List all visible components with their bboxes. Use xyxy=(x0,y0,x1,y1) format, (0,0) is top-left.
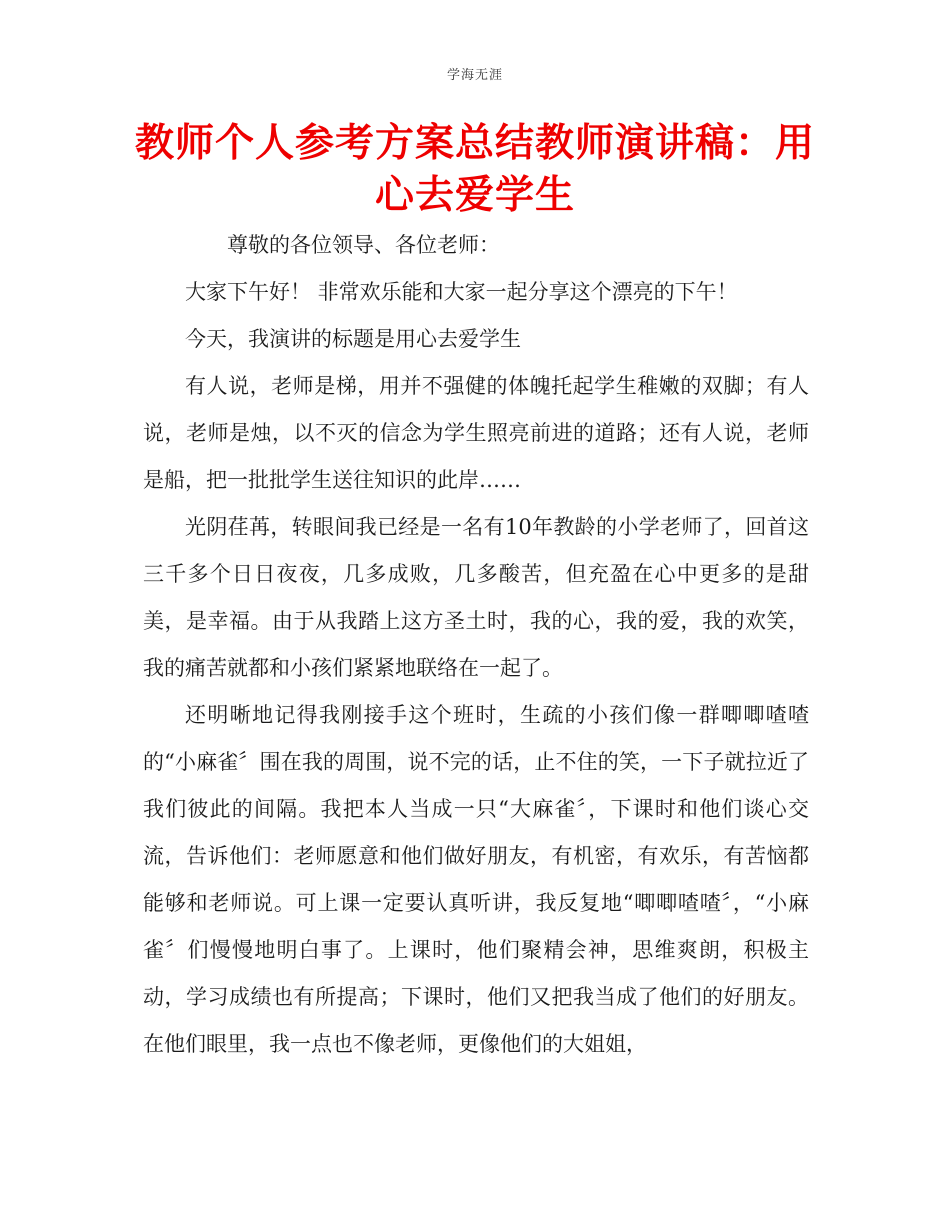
document-title: 教师个人参考方案总结教师演讲稿：用心去爱学生 xyxy=(134,121,815,218)
document-body xyxy=(143,222,809,1068)
paragraph-experience: 光阴荏苒，转眼间我已经是一名有10年教龄的小学老师了，回首这三千多个日日夜夜，几多成败，几多酸苦，但充盈在心中更多的是甜美，是幸福。由于从我踏上这方圣土时，我的心，我的爱，我的欢笑，我的痛苦就都和小孩们紧紧地联络在一起了。 xyxy=(143,515,809,680)
paragraph-topic: 今天，我演讲的标题是用心去爱学生 xyxy=(185,327,521,351)
salutation: 尊敬的各位领导、各位老师： xyxy=(227,233,500,257)
paragraph-metaphor: 有人说，老师是梯，用并不强健的体魄托起学生稚嫩的双脚；有人说，老师是烛，以不灭的信念为学生照亮前进的道路；还有人说，老师是船，把一批批学生送往知识的此岸…… xyxy=(143,374,809,492)
paragraph-memory: 还明晰地记得我刚接手这个班时，生疏的小孩们像一群唧唧喳喳的“小麻雀〞围在我的周围，说不完的话，止不住的笑，一下子就拉近了我们彼此的间隔。我把本人当成一只“大麻雀〞，下课时和他们谈心交流，告诉他们：老师愿意和他们做好朋友，有机密，有欢乐，有苦恼都能够和老师说。可上课一定要认真听讲，我反复地“唧唧喳喳〞，“小麻雀〞们慢慢地明白事了。上课时，他们聚精会神，思维爽朗，积极主动，学习成绩也有所提高；下课时，他们又把我当成了他们的好朋友。在他们眼里，我一点也不像老师，更像他们的大姐姐， xyxy=(143,703,809,1056)
page-header: 学海无涯 xyxy=(446,68,503,83)
paragraph-greeting: 大家下午好！ 非常欢乐能和大家一起分享这个漂亮的下午！ xyxy=(185,280,738,304)
